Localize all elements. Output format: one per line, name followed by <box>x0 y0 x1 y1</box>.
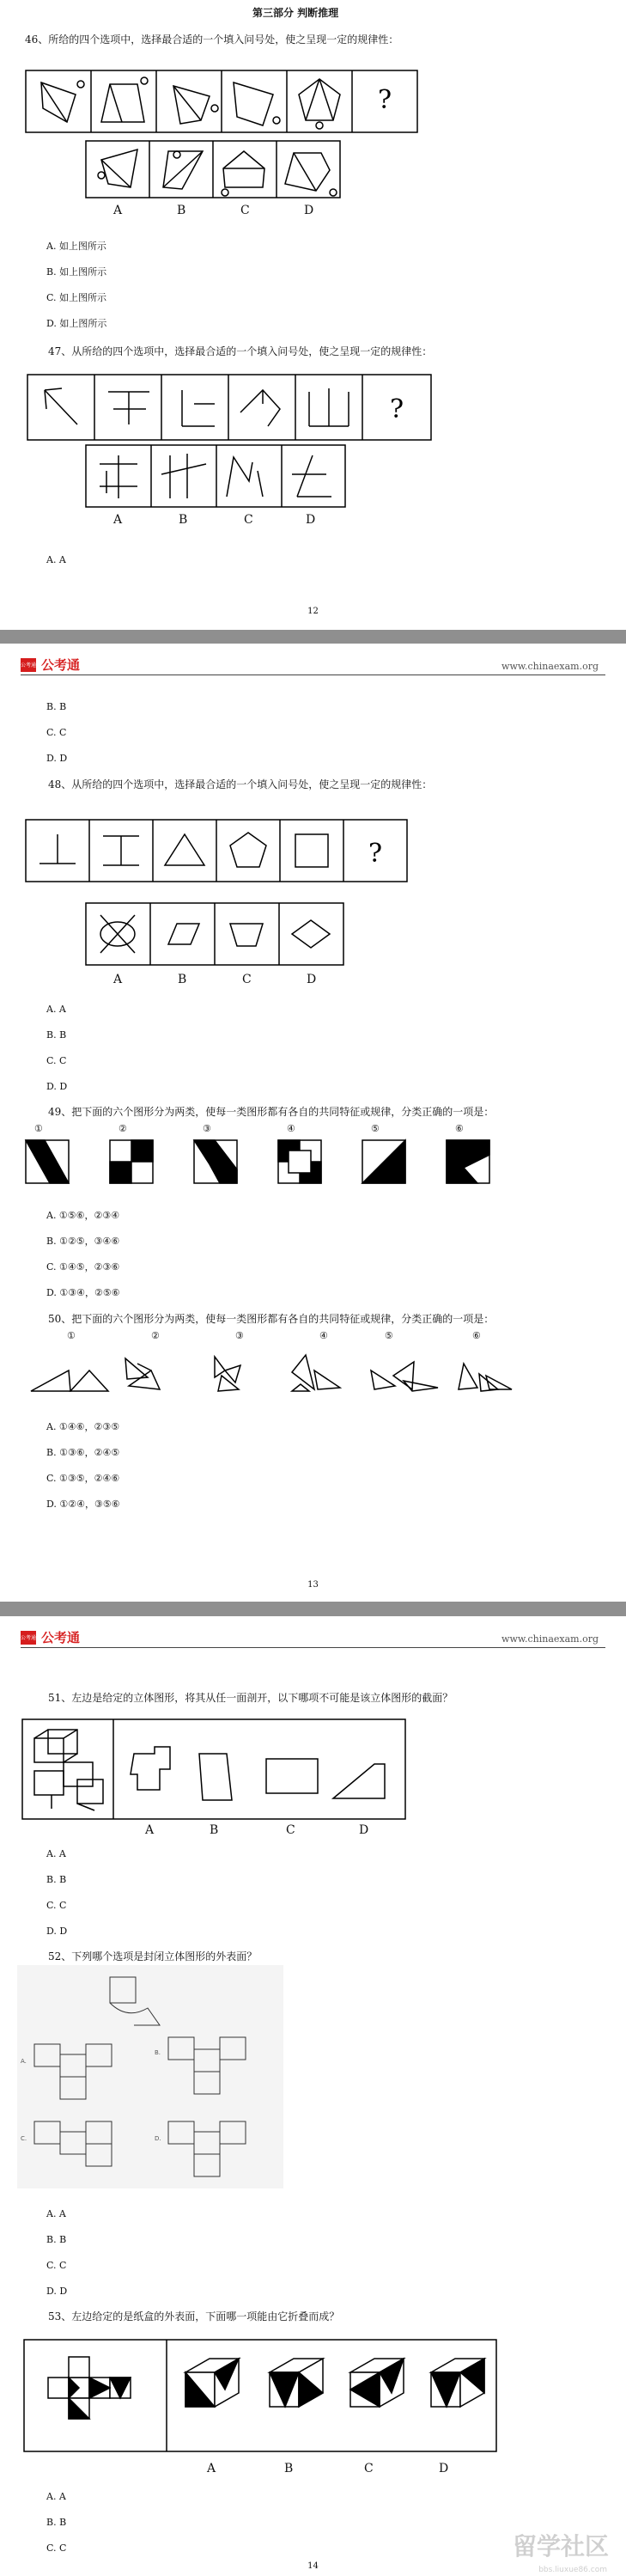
question-53: 53、左边给定的是纸盒的外表面，下面哪一项能由它折叠而成？ <box>48 2310 340 2323</box>
watermark: 留学社区 <box>512 2532 609 2561</box>
question-47: 47、从所给的四个选项中，选择最合适的一个填入问号处，使之呈现一定的规律性： <box>48 345 433 357</box>
q51-label-d: D <box>359 1823 369 1837</box>
q46-label-a: A <box>113 204 123 217</box>
logo-icon: 公考通 <box>21 1631 36 1645</box>
q50-num-6: ⑥ <box>472 1330 481 1341</box>
q50-option-c: C. ①③⑤，②④⑥ <box>46 1473 120 1484</box>
page-number: 14 <box>307 2561 319 2571</box>
logo-icon: 公考通 <box>21 658 36 672</box>
logo-text: 公考通 <box>41 1630 81 1645</box>
q53-label-d: D <box>439 2462 449 2475</box>
q46-option-a: A. 如上图所示 <box>46 241 106 252</box>
q53-label-a: A <box>207 2462 216 2475</box>
q51-label-c: C <box>286 1823 295 1837</box>
q46-option-b: B. 如上图所示 <box>46 266 107 278</box>
page-12 <box>0 0 626 630</box>
q50-figures <box>0 644 626 712</box>
q53-figure <box>0 1616 626 1737</box>
q50-option-d: D. ①②④，③⑤⑥ <box>46 1499 120 1510</box>
q47-options-figure <box>0 0 626 86</box>
q53-option-a: A. A <box>46 2491 66 2502</box>
watermark-url: bbs.liuxue86.com <box>538 2566 607 2574</box>
q48-option-a: A. A <box>46 1004 66 1015</box>
question-51: 51、左边是给定的立体图形，将其从任一面剖开，以下哪项不可能是该立体图形的截面？ <box>48 1692 453 1704</box>
q46-option-d: D. 如上图所示 <box>46 318 107 329</box>
q48-option-b: B. B <box>46 1029 67 1041</box>
svg-text:B.: B. <box>155 2049 161 2056</box>
q50-num-4: ④ <box>319 1330 328 1341</box>
q47-question-mark: ? <box>389 394 404 424</box>
q49-option-d: D. ①③④，②⑤⑥ <box>46 1287 120 1298</box>
q49-num-6: ⑥ <box>455 1123 464 1134</box>
q48-label-a: A <box>113 973 123 986</box>
q49-num-5: ⑤ <box>371 1123 380 1134</box>
q48-option-d: D. D <box>46 1081 68 1092</box>
question-50: 50、把下面的六个图形分为两类，使每一类图形都有各自的共同特征或规律，分类正确的一项是： <box>48 1313 495 1325</box>
logo-text: 公考通 <box>41 657 81 673</box>
q52-option-c: C. C <box>46 2260 67 2271</box>
q52-option-a: A. A <box>46 2208 66 2219</box>
q51-option-d: D. D <box>46 1926 68 1937</box>
q50-num-3: ③ <box>235 1330 244 1341</box>
page-number: 13 <box>307 1580 319 1590</box>
q53-label-b: B <box>284 2462 294 2475</box>
q46-option-c: C. 如上图所示 <box>46 292 107 303</box>
question-48: 48、从所给的四个选项中，选择最合适的一个填入问号处，使之呈现一定的规律性： <box>48 778 433 791</box>
svg-text:D.: D. <box>155 2135 161 2142</box>
q47-label-a: A <box>113 513 123 527</box>
q49-num-1: ① <box>34 1123 43 1134</box>
q52-option-b: B. B <box>46 2234 67 2245</box>
section-title: 第三部分 判断推理 <box>252 7 339 19</box>
q50-num-1: ① <box>67 1330 76 1341</box>
q47-label-c: C <box>244 513 253 527</box>
question-49: 49、把下面的六个图形分为两类，使每一类图形都有各自的共同特征或规律，分类正确的一项是： <box>48 1106 495 1118</box>
q51-option-a: A. A <box>46 1848 66 1859</box>
q48-option-c: C. C <box>46 1055 67 1066</box>
q46-question-mark: ? <box>377 85 392 115</box>
q53-label-c: C <box>364 2462 374 2475</box>
q50-num-2: ② <box>151 1330 160 1341</box>
page-number: 12 <box>307 607 319 616</box>
q49-num-2: ② <box>119 1123 127 1134</box>
prev-option-b: B. B <box>46 701 67 712</box>
q49-num-4: ④ <box>287 1123 295 1134</box>
q52-option-d: D. D <box>46 2286 68 2297</box>
q47-option-a: A. A <box>46 554 66 565</box>
q49-option-c: C. ①④⑤，②③⑥ <box>46 1261 120 1273</box>
q51-label-b: B <box>210 1823 219 1837</box>
q46-label-d: D <box>304 204 314 217</box>
prev-option-c: C. C <box>46 727 67 738</box>
q50-option-b: B. ①③⑥，②④⑤ <box>46 1447 120 1458</box>
svg-text:C.: C. <box>21 2135 27 2142</box>
q51-option-b: B. B <box>46 1874 67 1885</box>
q51-label-a: A <box>145 1823 155 1837</box>
svg-text:A.: A. <box>21 2058 27 2065</box>
q48-label-c: C <box>242 973 252 986</box>
q49-option-a: A. ①⑤⑥，②③④ <box>46 1210 120 1221</box>
q50-num-5: ⑤ <box>385 1330 393 1341</box>
question-52: 52、下列哪个选项是封闭立体图形的外表面？ <box>48 1950 258 1963</box>
q48-question-mark: ? <box>368 839 383 869</box>
q53-option-b: B. B <box>46 2517 67 2528</box>
q49-num-3: ③ <box>203 1123 211 1134</box>
q50-option-a: A. ①④⑥，②③⑤ <box>46 1421 120 1432</box>
prev-option-d: D. D <box>46 753 68 764</box>
question-46: 46、所给的四个选项中，选择最合适的一个填入问号处，使之呈现一定的规律性： <box>25 34 399 46</box>
q47-label-d: D <box>306 513 316 527</box>
q48-label-d: D <box>307 973 317 986</box>
q48-label-b: B <box>178 973 187 986</box>
page-13 <box>0 644 626 1602</box>
q46-label-c: C <box>240 204 250 217</box>
q49-option-b: B. ①②⑤，③④⑥ <box>46 1236 120 1247</box>
q46-label-b: B <box>177 204 186 217</box>
q51-option-c: C. C <box>46 1900 67 1911</box>
q53-option-c: C. C <box>46 2542 67 2554</box>
header-url[interactable]: www.chinaexam.org <box>501 661 599 672</box>
header-url[interactable]: www.chinaexam.org <box>501 1633 599 1645</box>
q47-label-b: B <box>179 513 188 527</box>
page-14 <box>0 1616 626 2576</box>
